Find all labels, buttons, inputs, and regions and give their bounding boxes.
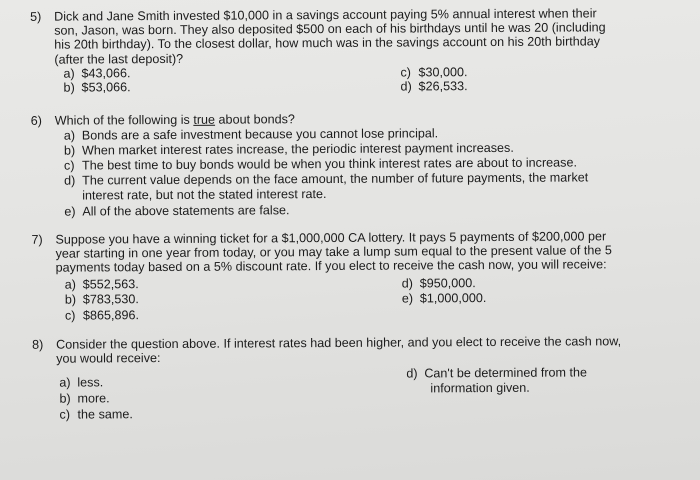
option-d	[406, 365, 587, 380]
option-d-continuation: information given.	[430, 380, 530, 396]
stem-text: Which of the following is	[54, 112, 194, 128]
option-text: Bonds are a safe investment because you cannot lose principal.	[81, 126, 439, 143]
option-text: When market interest rates increase, the periodic interest payment increases.	[81, 140, 514, 158]
option-c	[59, 407, 132, 422]
option-letter: a)	[63, 128, 76, 143]
question-number: 7)	[31, 232, 43, 247]
stem-line: his 20th birthday). To the closest dollar, how much was in the savings account on his 20th birthday	[54, 34, 601, 53]
option-text: Can't be determined from the	[424, 365, 588, 381]
option-letter: d)	[401, 276, 413, 291]
option-a	[59, 375, 103, 389]
question-stem	[54, 6, 644, 66]
question-number: 5)	[30, 9, 42, 24]
option-b	[63, 80, 130, 95]
stem-line: year starting in one year from today, or you may take a lump sum equal to the present value of the 5	[55, 243, 612, 261]
option-text: $53,066.	[81, 80, 131, 95]
option-text: All of the above statements are false.	[82, 203, 290, 219]
option-letter: b)	[63, 143, 76, 158]
option-text: less.	[77, 375, 104, 390]
stem-line: payments today based on a 5% discount rate. If you elect to receive the cash now, you will receive:	[55, 257, 607, 276]
option-letter: e)	[64, 204, 76, 219]
option-letter: b)	[64, 292, 77, 307]
option-a	[65, 277, 139, 292]
question-number: 6)	[30, 113, 42, 128]
question-stem	[56, 334, 646, 366]
option-letter: c)	[59, 407, 71, 422]
option-letter: a)	[59, 375, 71, 390]
option-text: $26,533.	[418, 79, 468, 94]
option-text: The best time to buy bonds would be when you think interest rates are about to increase.	[81, 155, 577, 173]
option-text: $43,066.	[81, 66, 131, 81]
option-letter: c)	[400, 65, 411, 80]
option-e	[402, 291, 487, 306]
question-number: 8)	[32, 337, 44, 352]
option-letter: d)	[64, 173, 76, 188]
option-text: $1,000,000.	[419, 291, 487, 306]
option-text: $552,563.	[82, 277, 139, 292]
option-letter: b)	[63, 80, 75, 95]
option-letter: d)	[406, 366, 418, 381]
option-b	[64, 141, 514, 158]
option-d	[400, 79, 467, 94]
option-letter: b)	[59, 391, 71, 406]
option-letter: c)	[64, 308, 76, 323]
option-text: $950,000.	[419, 276, 476, 291]
option-a	[64, 126, 438, 142]
option-letter: a)	[64, 277, 76, 292]
option-c	[400, 65, 467, 80]
option-letter: a)	[63, 66, 75, 81]
stem-line: (after the last deposit)?	[54, 51, 184, 67]
option-b	[59, 391, 109, 406]
option-d	[402, 276, 476, 291]
option-b	[65, 292, 139, 307]
option-text: The current value depends on the face amount, the number of future payments, the market	[82, 170, 589, 188]
stem-line	[55, 110, 645, 128]
option-text: $783,530.	[82, 292, 139, 307]
option-a	[63, 66, 130, 81]
stem-line: Dick and Jane Smith invested $10,000 in a savings account paying 5% annual interest when their	[54, 6, 597, 24]
option-letter: c)	[63, 158, 75, 173]
option-text: more.	[77, 391, 110, 406]
stem-text: about bonds?	[214, 112, 295, 127]
stem-line: Consider the question above. If interest rates had been higher, and you elect to receive the cash now,	[56, 334, 622, 352]
option-text: $865,896.	[82, 308, 140, 323]
question-stem	[55, 229, 645, 275]
question-stem	[55, 110, 645, 128]
option-text: the same.	[77, 407, 133, 422]
stem-line: you would receive:	[56, 351, 161, 366]
stem-underlined-word: true	[193, 112, 216, 127]
stem-line: Suppose you have a winning ticket for a $1,000,000 CA lottery. It pays 5 payments of $200,000 per	[55, 229, 607, 247]
option-text: $30,000.	[418, 65, 468, 80]
stem-line: son, Jason, was born. They also deposited $500 on each of his birthdays until he was 20 (including	[54, 20, 606, 38]
option-letter: d)	[400, 79, 412, 94]
option-letter: e)	[401, 291, 414, 306]
option-d-continuation: interest rate, but not the stated interest rate.	[82, 187, 327, 203]
option-d	[64, 170, 588, 187]
option-c	[65, 308, 139, 323]
option-e	[64, 203, 289, 219]
